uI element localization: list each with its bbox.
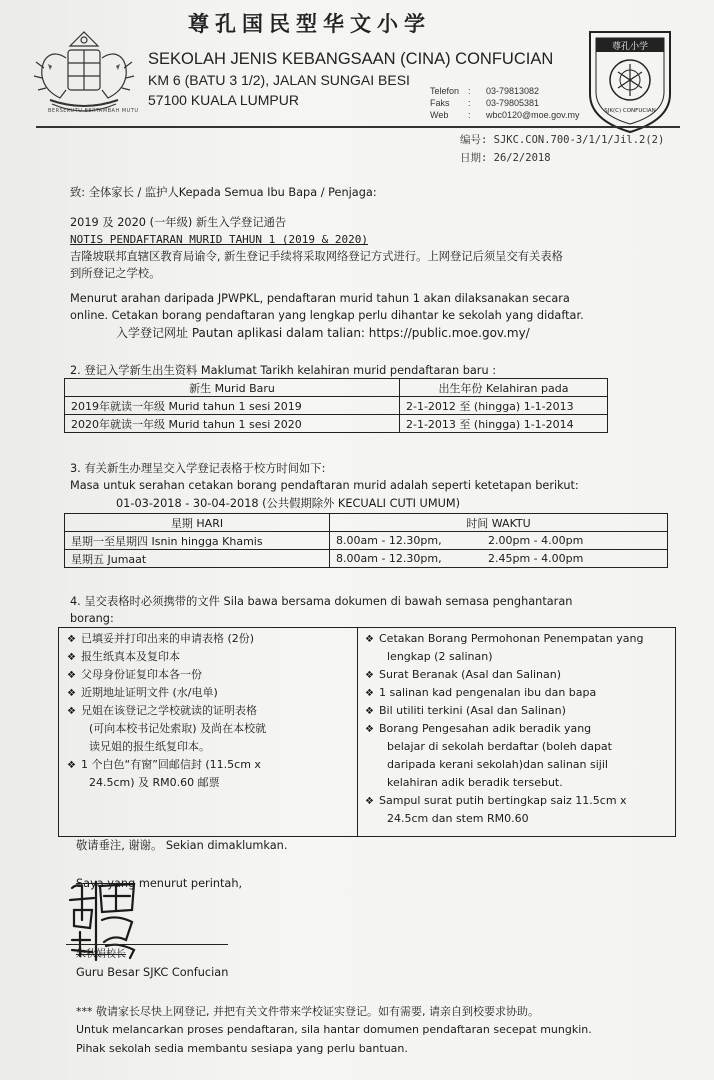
cohort-cell: 2020年就读一年级 Murid tahun 1 sesi 2020	[65, 415, 400, 433]
header-new-student: 新生 Murid Baru	[65, 379, 400, 397]
list-item-text: daripada kerani sekolah)dan salinan sijil	[387, 758, 608, 771]
para1-malay-line1: Menurut arahan daripada JPWPKL, pendaftaran murid tahun 1 akan dilaksanakan secara	[70, 292, 570, 305]
portal-link[interactable]: 入学登记网址 Pautan aplikasi dalam talian: https://public.moe.gov.my/	[116, 326, 530, 340]
list-item-text: belajar di sekolah berdaftar (boleh dapat	[387, 740, 612, 753]
list-item-text: 报生纸真本及复印本	[81, 650, 180, 663]
list-item-text: Cetakan Borang Permohonan Penempatan yang	[379, 632, 644, 645]
address-line-2: 57100 KUALA LUMPUR	[148, 92, 299, 108]
header-birth-year: 出生年份 Kelahiran pada	[400, 379, 608, 397]
list-item	[365, 630, 643, 649]
list-item	[67, 684, 218, 703]
footer-note-chinese: *** 敬请家长尽快上网登记, 并把有关文件带来学校证实登记。如有需要, 请亲自到校要求协助。	[76, 1005, 539, 1018]
birth-date-table	[64, 378, 608, 433]
title-chinese: 2019 及 2020 (一年级) 新生入学登记通告	[70, 216, 287, 229]
letter-date: 日期: 26/2/2018	[460, 152, 551, 164]
list-item	[67, 756, 261, 775]
diamond-bullet-icon: ❖	[365, 796, 374, 807]
title-malay: NOTIS PENDAFTARAN MURID TAHUN 1 (2019 & 2020)	[70, 233, 369, 246]
day-cell: 星期五 Jumaat	[65, 550, 330, 568]
diamond-bullet-icon: ❖	[67, 760, 76, 771]
contact-web: Web : wbc0120@moe.gov.my	[430, 110, 580, 120]
diamond-bullet-icon: ❖	[67, 670, 76, 681]
school-name-chinese: 尊孔国民型华文小学	[188, 11, 431, 36]
footer-note-malay-2: Pihak sekolah sedia membantu sesiapa yang perlu bantuan.	[76, 1042, 408, 1055]
birth-range-cell: 2-1-2012 至 (hingga) 1-1-2013	[400, 397, 608, 415]
saya-yang-text: Saya yang	[76, 877, 136, 890]
cohort-cell: 2019年就读一年级 Murid tahun 1 sesi 2019	[65, 397, 400, 415]
section3-heading: 3. 有关新生办理呈交入学登记表格于校方时间如下:	[70, 462, 326, 475]
list-item-text: 读兄姐的报生纸复印本。	[89, 740, 210, 753]
documents-box-divider	[357, 628, 358, 836]
list-item-text: 24.5cm dan stem RM0.60	[387, 812, 529, 825]
table-row	[65, 397, 608, 415]
section4-heading-line2: borang:	[70, 612, 114, 625]
diamond-bullet-icon: ❖	[365, 670, 374, 681]
birth-range-cell: 2-1-2013 至 (hingga) 1-1-2014	[400, 415, 608, 433]
para1-chinese-line2: 到所登记之学校。	[70, 267, 161, 280]
list-item	[365, 738, 612, 756]
office-hours-table	[64, 513, 668, 568]
morning-cell: 8.00am - 12.30pm,	[330, 550, 483, 568]
table-row	[65, 532, 668, 550]
list-item-text: 近期地址证明文件 (水/电单)	[81, 686, 218, 699]
diamond-bullet-icon: ❖	[67, 634, 76, 645]
list-item	[365, 792, 627, 811]
contact-faks: Faks : 03-79805381	[430, 98, 540, 108]
diamond-bullet-icon: ❖	[365, 634, 374, 645]
reference-number: 编号: SJKC.CON.700-3/1/1/Jil.2(2)	[460, 134, 665, 146]
section3-malay-line: Masa untuk serahan cetakan borang pendaftaran murid adalah seperti ketetapan berikut:	[70, 479, 579, 492]
table-header-row	[65, 379, 608, 397]
submission-period: 01-03-2018 - 30-04-2018 (公共假期除外 KECUALI CUTI UMUM)	[116, 497, 460, 510]
list-item	[67, 702, 257, 721]
closing-thanks: 敬请垂注, 谢谢。 Sekian dimaklumkan.	[76, 839, 288, 852]
list-item	[365, 702, 566, 721]
list-item-text: kelahiran adik beradik tersebut.	[387, 776, 563, 789]
list-item-text: Surat Beranak (Asal dan Salinan)	[379, 668, 562, 681]
diamond-bullet-icon: ❖	[365, 724, 374, 735]
list-item	[365, 774, 563, 792]
list-item	[67, 720, 266, 738]
school-name-english: SEKOLAH JENIS KEBANGSAAN (CINA) CONFUCIAN	[148, 50, 554, 68]
list-item	[365, 810, 529, 828]
crest-caption: BERSEKUTU BERTAMBAH MUTU	[48, 108, 139, 114]
list-item-text: (可向本校书记处索取) 及尚在本校就	[89, 722, 267, 735]
school-logo-icon	[580, 24, 680, 136]
section2-heading: 2. 登记入学新生出生资料 Maklumat Tarikh kelahiran murid pendaftaran baru :	[70, 364, 497, 377]
header-time: 时间 WAKTU	[330, 514, 668, 532]
menurut-perintah-text: menurut perintah,	[135, 877, 243, 890]
morning-cell: 8.00am - 12.30pm,	[330, 532, 483, 550]
para1-chinese-line1: 吉隆坡联邦直辖区教育局谕令, 新生登记手续将采取网络登记方式进行。上网登记后须呈交有关表格	[70, 250, 563, 263]
list-item-text: 24.5cm) 及 RM0.60 邮票	[89, 776, 220, 789]
diamond-bullet-icon: ❖	[67, 688, 76, 699]
list-item	[365, 720, 591, 739]
list-item-text: 1 个白色“有窗”回邮信封 (11.5cm x	[81, 758, 261, 771]
list-item	[67, 648, 180, 667]
table-row	[65, 415, 608, 433]
diamond-bullet-icon: ❖	[67, 652, 76, 663]
list-item	[365, 666, 561, 685]
diamond-bullet-icon: ❖	[365, 706, 374, 717]
list-item-text: 兄姐在该登记之学校就读的证明表格	[81, 704, 257, 717]
footer-note-malay-1: Untuk melancarkan proses pendaftaran, sila hantar domumen pendaftaran secepat mungkin.	[76, 1023, 592, 1036]
afternoon-cell: 2.45pm - 4.00pm	[482, 550, 668, 568]
list-item	[365, 756, 608, 774]
diamond-bullet-icon: ❖	[67, 706, 76, 717]
salutation: 致: 全体家长 / 监护人Kepada Semua Ibu Bapa / Penjaga:	[70, 186, 377, 199]
diamond-bullet-icon: ❖	[365, 688, 374, 699]
list-item	[365, 648, 493, 666]
list-item-text: 已填妥并打印出来的申请表格 (2份)	[81, 632, 255, 645]
list-item-text: lengkap (2 salinan)	[387, 650, 493, 663]
list-item	[67, 630, 254, 649]
section4-heading-line1: 4. 呈交表格时必须携带的文件 Sila bawa bersama dokumen di bawah semasa penghantaran	[70, 595, 573, 608]
afternoon-cell: 2.00pm - 4.00pm	[482, 532, 668, 550]
signatory-title: Guru Besar SJKC Confucian	[76, 966, 229, 979]
list-item-text: 1 salinan kad pengenalan ibu dan bapa	[379, 686, 597, 699]
header-day: 星期 HARI	[65, 514, 330, 532]
list-item-text: 父母身份证复印本各一份	[81, 668, 202, 681]
list-item-text: Bil utiliti terkini (Asal dan Salinan)	[379, 704, 566, 717]
address-line-1: KM 6 (BATU 3 1/2), JALAN SUNGAI BESI	[148, 72, 410, 88]
documents-box	[58, 627, 676, 837]
table-header-row	[65, 514, 668, 532]
svg-text:SJK(C) CONFUCIAN: SJK(C) CONFUCIAN	[604, 108, 656, 114]
contact-telefon: Telefon : 03-79813082	[430, 86, 540, 96]
table-row	[65, 550, 668, 568]
malaysia-crest-icon	[30, 28, 138, 120]
svg-text:尊孔小学: 尊孔小学	[611, 42, 649, 52]
list-item	[67, 738, 210, 756]
day-cell: 星期一至星期四 Isnin hingga Khamis	[65, 532, 330, 550]
signature-line	[66, 944, 228, 945]
signatory-name: 朱秋娟校长	[76, 949, 126, 960]
list-item-text: Sampul surat putih bertingkap saiz 11.5cm x	[379, 794, 627, 807]
list-item	[67, 774, 220, 792]
list-item-text: Borang Pengesahan adik beradik yang	[379, 722, 592, 735]
list-item	[365, 684, 596, 703]
para1-malay-line2: online. Cetakan borang pendaftaran yang lengkap perlu dihantar ke sekolah yang didaftar.	[70, 309, 584, 322]
letterhead-divider	[36, 126, 680, 128]
list-item	[67, 666, 202, 685]
